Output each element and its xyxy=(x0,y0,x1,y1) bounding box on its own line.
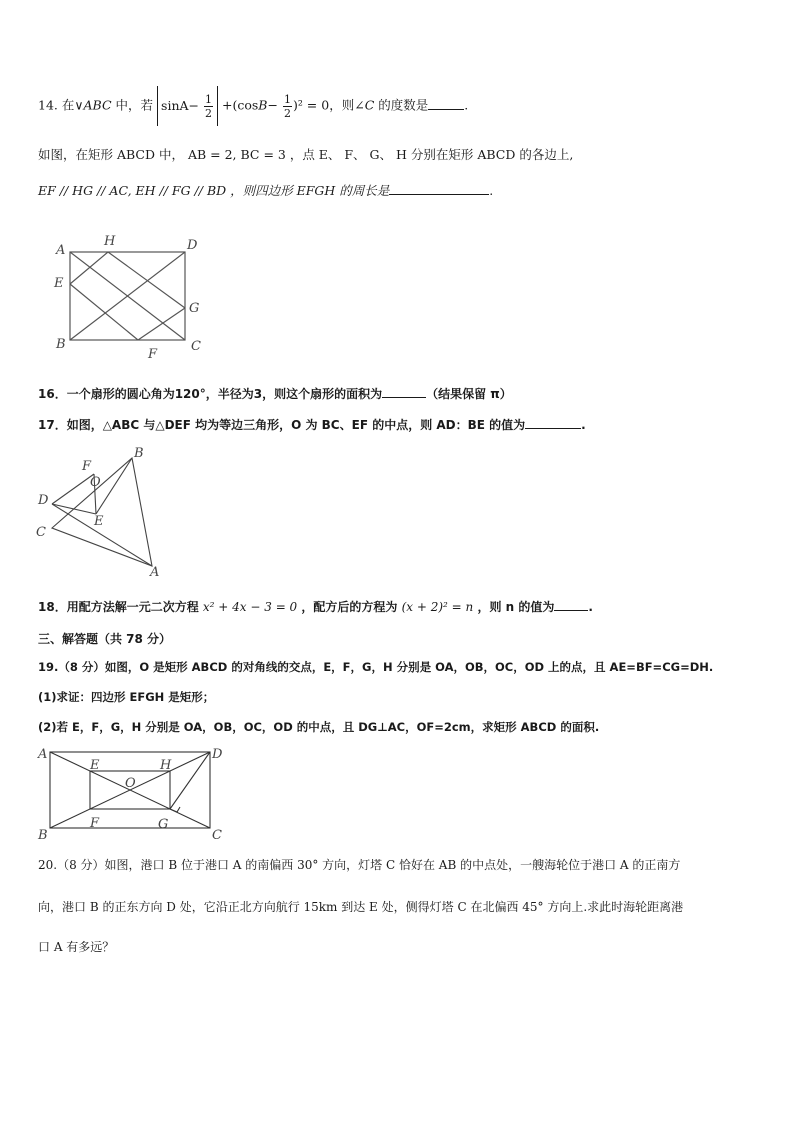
fig15-label-g: G xyxy=(189,301,200,316)
fig15-label-h: H xyxy=(104,234,116,249)
fig15-label-a: A xyxy=(56,243,66,258)
q20-line-2: 向，港口 B 的正东方向 D 处，它沿正北方向航行 15km 到达 E 处，侧得灯塔 C 在北偏西 45° 方向上.求此时海轮距离港 xyxy=(38,900,684,914)
question-20 xyxy=(38,856,680,874)
q18-equation-2: (x + 2)² = n xyxy=(401,600,474,614)
fig15-label-d: D xyxy=(187,238,198,253)
q17-answer-blank xyxy=(525,416,581,429)
figure-19-rectangle xyxy=(36,744,236,844)
q14-answer-blank xyxy=(428,97,464,110)
fig17-label-a: A xyxy=(150,565,160,580)
question-17: 17．如图，△ABC 与△DEF 均为等边三角形，O 为 BC、EF 的中点，则 AD：BE 的值为 . xyxy=(38,418,586,432)
fig19-label-h: H xyxy=(160,758,172,773)
fig15-label-c: C xyxy=(191,339,201,354)
fig17-label-c: C xyxy=(36,525,46,540)
q19-part-2: (2)若 E，F，G，H 分别是 OA，OB，OC，OD 的中点，且 DG⊥AC，OF=2cm，求矩形 ABCD 的面积. xyxy=(38,720,600,734)
q20-line-1: 20.（8 分）如图，港口 B 位于港口 A 的南偏西 30° 方向，灯塔 C 恰好在 AB 的中点处，一艘海轮位于港口 A 的正南方 xyxy=(38,858,681,872)
fig19-label-c: C xyxy=(212,828,222,843)
fig19-label-d: D xyxy=(212,747,223,762)
q14-pre: 在∨ xyxy=(61,97,84,113)
question-15-line-2: EF // HG // AC, EH // FG // BD ，则四边形 EFGH 的周长是 . xyxy=(38,183,494,198)
fig19-label-a: A xyxy=(38,747,48,762)
fig17-label-d: D xyxy=(38,493,49,508)
fig19-label-g: G xyxy=(158,817,169,832)
section-3-heading: 三、解答题（共 78 分） xyxy=(38,632,172,646)
q14-frac-1: $\frac{1}{2}$ xyxy=(205,93,212,120)
question-20-line-2 xyxy=(38,898,683,916)
q14-frac-2: $\frac{1}{2}$ xyxy=(283,92,291,120)
fig19-label-f: F xyxy=(90,816,100,831)
question-16 xyxy=(38,385,512,403)
fig17-label-b: B xyxy=(134,446,144,461)
question-19-part-2 xyxy=(38,718,599,736)
q14-absolute-value: sinA− $\frac{1}{2}$ xyxy=(157,86,218,126)
question-19-part-1 xyxy=(38,688,214,706)
q16-tail: （结果保留 π） xyxy=(426,387,512,401)
question-15 xyxy=(38,146,573,164)
fig15-label-b: B xyxy=(56,337,66,352)
q16-answer-blank xyxy=(382,385,426,398)
q15-answer-blank xyxy=(389,182,489,195)
q14-number: 14. xyxy=(38,97,58,113)
fig15-label-f: F xyxy=(148,347,158,362)
q15-line-1: 如图，在矩形 ABCD 中， AB = 2, BC = 3 ，点 E、 F、 G、 H 分别在矩形 ABCD 的各边上, xyxy=(38,147,574,162)
q14-mid: 中，若 xyxy=(115,97,154,113)
fig15-label-e: E xyxy=(54,276,64,291)
q18-equation-1: x² + 4x − 3 = 0 xyxy=(202,600,298,614)
q16-text: 16．一个扇形的圆心角为120°，半径为3，则这个扇形的面积为 xyxy=(38,387,383,401)
q18-answer-blank xyxy=(554,598,588,611)
fig19-label-o: O xyxy=(125,776,136,791)
q20-line-3: 口 A 有多远？ xyxy=(38,940,115,954)
fig17-label-e: E xyxy=(94,514,104,529)
question-14: 14. 在∨ABC 中，若 sinA− $\frac{1}{2}$ +(cosB− $\frac{1}{2}$ )² = 0，则∠C 的度数是 . xyxy=(38,86,468,126)
q18-text-3: ，则 n 的值为 xyxy=(477,600,555,614)
question-18: 18．用配方法解一元二次方程 x² + 4x − 3 = 0 ，配方后的方程为 (x + 2)² = n ，则 n 的值为 . xyxy=(38,600,593,614)
q18-text-2: ，配方后的方程为 xyxy=(301,600,398,614)
q19-line-1: 19.（8 分）如图，O 是矩形 ABCD 的对角线的交点，E，F，G，H 分别是 OA，OB，OC，OD 上的点，且 AE=BF=CG=DH. xyxy=(38,660,714,674)
figure-17-triangles xyxy=(34,444,174,580)
q15-line-2: EF // HG // AC, EH // FG // BD ，则四边形 EFGH 的周长是 xyxy=(38,183,390,198)
fig19-label-b: B xyxy=(38,828,48,843)
q18-text-1: 18．用配方法解一元二次方程 xyxy=(38,600,199,614)
q19-part-1: (1)求证：四边形 EFGH 是矩形； xyxy=(38,690,215,704)
question-19 xyxy=(38,658,713,676)
fig17-label-f: F xyxy=(82,459,92,474)
q17-text: 17．如图，△ABC 与△DEF 均为等边三角形，O 为 BC、EF 的中点，则 AD：BE 的值为 xyxy=(38,418,526,432)
q14-abc: ABC xyxy=(83,97,112,113)
fig19-label-e: E xyxy=(90,758,100,773)
figure-15-rectangle xyxy=(50,232,210,362)
fig17-label-o: O xyxy=(90,475,101,490)
question-20-line-3 xyxy=(38,938,114,956)
